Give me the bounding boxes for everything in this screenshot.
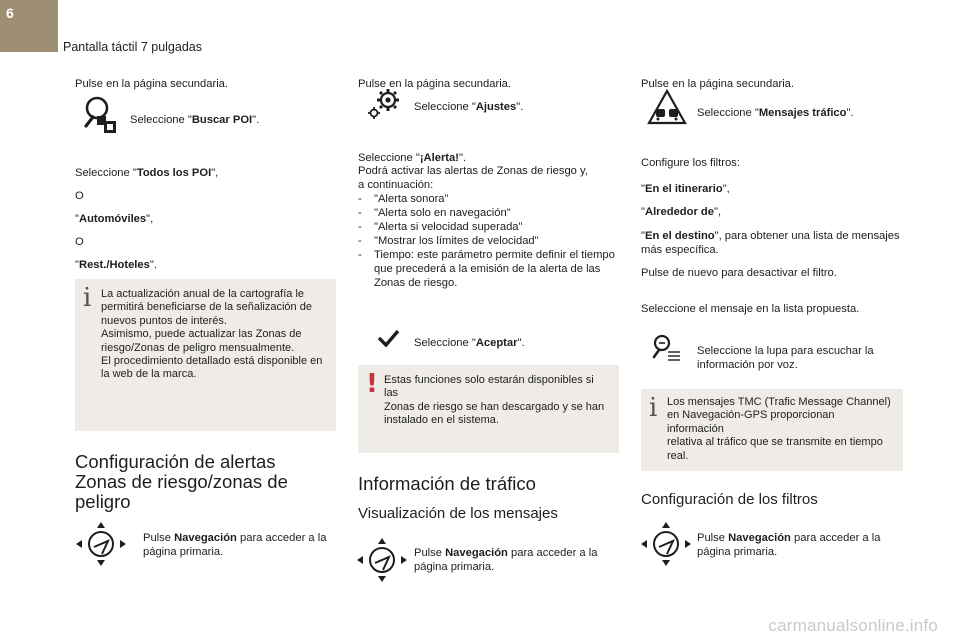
instruction-secondary: Pulse en la página secundaria. — [641, 78, 795, 91]
activate-alerts-text: Podrá activar las alertas de Zonas de riesgo y, a continuación: - "Alerta sonora" - "Alerta solo en navegación" - "Alerta si velocidad superada" - "Mostrar los límites de velocidad" - Tiempo: este parámetro permite definir el tiempo que precederá a la emisión de la alerta de las Zonas de riesgo. — [358, 164, 620, 290]
or-text: O — [75, 190, 84, 203]
search-poi-icon — [83, 94, 119, 134]
heading-alerts: Configuración de alertas Zonas de riesgo/zonas de peligro — [75, 451, 288, 512]
info-box-tmc — [641, 389, 903, 471]
instruction-secondary: Pulse en la página secundaria. — [358, 78, 512, 91]
option-automoviles: "Automóviles", — [75, 213, 154, 226]
warning-line: instalado en el sistema. — [384, 414, 499, 427]
checkmark-icon — [376, 328, 400, 348]
info-box-cartography — [75, 279, 336, 431]
section-title: Pantalla táctil 7 pulgadas — [63, 40, 202, 54]
subheading-view-messages: Visualización de los mensajes — [358, 505, 558, 522]
info-icon: i — [83, 283, 92, 313]
magnifier-voice-icon — [652, 333, 682, 363]
warning-exclamation-icon: ! — [366, 369, 378, 399]
nav-instruction: Pulse Navegación para acceder a la página primaria. — [414, 547, 598, 574]
info-line: la web de la marca. — [101, 368, 197, 381]
info-line: nuevos puntos de interés. — [101, 314, 227, 327]
filter-destino: "En el destino", para obtener una lista de mensajes más específica. — [641, 230, 900, 257]
select-buscar-poi: Seleccione "Buscar POI". — [130, 114, 260, 127]
list-item: - "Alerta si velocidad superada" — [358, 220, 620, 234]
warning-line: Estas funciones solo estarán disponibles si las — [384, 374, 594, 400]
info-line: riesgo/Zonas de peligro mensualmente. — [101, 341, 295, 354]
select-todos-poi: Seleccione "Todos los POI", — [75, 167, 219, 180]
traffic-messages-icon — [647, 89, 687, 125]
select-mensajes-trafico: Seleccione "Mensajes tráfico". — [697, 107, 854, 120]
warning-line: Zonas de riesgo se han descargado y se han — [384, 400, 605, 413]
magnifier-instruction: Seleccione la lupa para escuchar la información por voz. — [697, 345, 874, 372]
watermark: carmanualsonline.info — [768, 616, 938, 635]
info-line: permitirá beneficiarse de la señalización de — [101, 301, 312, 314]
filter-itinerario: "En el itinerario", — [641, 183, 730, 196]
page-number: 6 — [6, 5, 14, 21]
page-number-tab — [0, 0, 58, 52]
list-item: - Tiempo: este parámetro permite definir el tiempo que precederá a la emisión de la alerta de las Zonas de riesgo. — [358, 248, 620, 290]
info-line: real. — [667, 449, 689, 462]
heading-filter-config: Configuración de los filtros — [641, 491, 818, 508]
info-line: El procedimiento detallado está disponible en — [101, 355, 323, 368]
info-line: Asimismo, puede actualizar las Zonas de — [101, 328, 302, 341]
list-item: - "Mostrar los límites de velocidad" — [358, 234, 620, 248]
filter-alrededor: "Alrededor de", — [641, 206, 722, 219]
settings-gears-icon — [368, 86, 404, 122]
configure-filters-text: Configure los filtros: — [641, 157, 740, 170]
list-item: - "Alerta sonora" — [358, 192, 620, 206]
heading-traffic-info: Información de tráfico — [358, 473, 536, 494]
navigation-icon — [75, 521, 127, 567]
select-alerta: Seleccione "¡Alerta!". — [358, 152, 467, 165]
alert-options-list — [358, 192, 620, 290]
instruction-secondary: Pulse en la página secundaria. — [75, 78, 229, 91]
navigation-icon — [356, 537, 408, 583]
select-message-text: Seleccione el mensaje en la lista propuesta. — [641, 303, 860, 316]
nav-instruction: Pulse Navegación para acceder a la página primaria. — [143, 532, 327, 559]
deactivate-filter-text: Pulse de nuevo para desactivar el filtro. — [641, 267, 837, 280]
info-line: relativa al tráfico que se transmite en tiempo — [667, 436, 883, 449]
info-line: en Navegación-GPS proporcionan información — [667, 409, 835, 435]
select-aceptar: Seleccione "Aceptar". — [414, 337, 525, 350]
option-rest-hoteles: "Rest./Hoteles". — [75, 259, 157, 272]
select-ajustes: Seleccione "Ajustes". — [414, 101, 524, 114]
warning-box — [358, 365, 619, 453]
info-icon: i — [649, 393, 658, 423]
list-item: - "Alerta solo en navegación" — [358, 206, 620, 220]
nav-instruction: Pulse Navegación para acceder a la página primaria. — [697, 532, 881, 559]
or-text: O — [75, 236, 84, 249]
info-line: La actualización anual de la cartografía le — [101, 288, 305, 300]
info-line: Los mensajes TMC (Trafic Message Channel) — [667, 396, 891, 408]
navigation-icon — [640, 521, 692, 567]
